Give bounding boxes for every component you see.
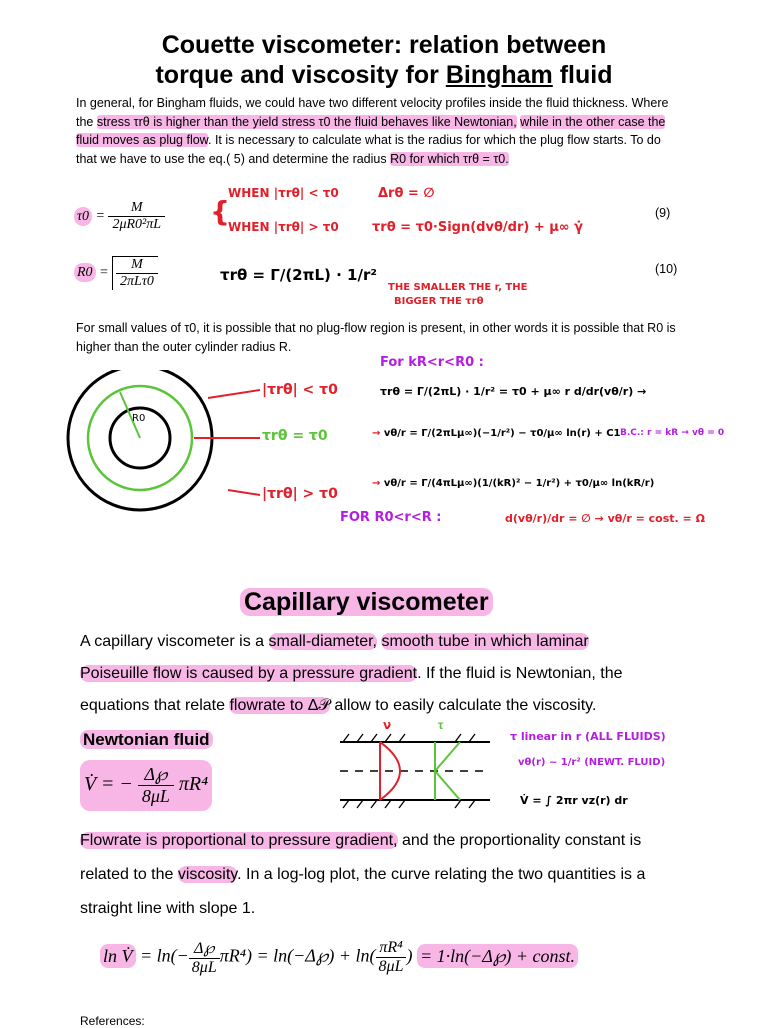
newtonian-flowrate-equation: V̇ = − $\frac{\Delta℘}{8\mu L}$ πR⁴ [80,760,212,811]
r0-label: R0 [132,413,146,424]
section1-paragraph [76,94,706,168]
section1-title-line1: Couette viscometer: relation between [161,31,607,59]
equation-9: τ0 = $\frac{M}{\text{2μR0²πL}}$ [74,200,165,233]
velocity-symbol-label: ν [383,718,392,732]
hand-cap-note3: V̇ = ∫ 2πr vz(r) dr [520,794,628,807]
stress-symbol-label: τ [438,718,444,732]
hand-when2-result: τrθ = τ0·Sign(dvθ/dr) + μ∞ γ̇ [372,220,584,235]
brace: { [210,195,230,228]
equation-10: R0 = M 2πLτ0 [74,256,158,290]
hand-kr-eq2: → vθ/r = Γ/(2πLμ∞)(−1/r²) − τ0/μ∞ ln(r) + C1 [372,428,621,439]
hand-kr-eq3: → vθ/r = Γ/(4πLμ∞)(1/(kR)² − 1/r²) + τ0/μ∞ ln(kR/r) [372,478,655,489]
hand-when1: WHEN |τrθ| < τ0 [228,186,339,200]
hand-when2: WHEN |τrθ| > τ0 [228,220,339,234]
hand-cap-note2: vθ(r) ~ 1/r² (NEWT. FLUID) [518,757,666,768]
log-log-equation: ln V̇ = ln(− $\frac{\Delta℘}{8\mu L}$ πR⁴) = ln(−Δ℘) + ln( $\frac{\text{πR⁴}}{8\mu L}$ ) = 1·ln(−Δ℘) + const. [100,938,578,977]
section2-title: Capillary viscometer [240,588,493,617]
label-tau-less: |τrθ| < τ0 [262,382,338,398]
para-line: higher than the outer cylinder radius R. [76,339,292,354]
hand-smaller-note: THE SMALLER THE r, THE BIGGER THE τrθ [388,282,528,307]
arrow-inner [228,490,260,495]
para-line: For small values of τ0, it is possible that no plug-flow region is present, in other words it is possible that R0 is [76,321,676,335]
label-tau-greater: |τrθ| > τ0 [262,486,338,502]
title-text-end: fluid [552,61,613,89]
hand-tau-equation: τrθ = Γ/(2πL) · 1/r² [220,266,377,284]
hand-when1-result: Δrθ = ∅ [378,186,435,201]
section1-title-line2 [0,60,768,90]
para-line: that we have to use the eq.( 5) and determine the radius R0 for which τrθ = τ0. [76,151,509,166]
equation-9-number: (9) [655,206,671,220]
para-line: straight line with slope 1. [80,900,256,917]
section2-intro [80,626,720,722]
para-line: equations that relate flowrate to Δ𝒫 allow to easily calculate the viscosity. [80,697,597,714]
hand-cap-note1: τ linear in r (ALL FLUIDS) [510,730,666,743]
references-heading: References: [80,1014,145,1028]
para-line: the stress τrθ is higher than the yield stress τ0 the fluid behaves like Newtonian, while in the other case the [76,114,666,129]
para-line: A capillary viscometer is a small-diameter, smooth tube in which laminar [80,633,589,650]
title-text: torque and viscosity for [155,61,446,89]
para-line: fluid moves as plug flow. It is necessary to calculate what is the radius for which the plug flow starts. To do [76,133,661,147]
couette-diagram [60,370,260,530]
label-tau-equal: τrθ = τ0 [262,428,328,444]
newtonian-fluid-heading: Newtonian fluid [80,730,213,750]
equation-10-number: (10) [655,262,678,276]
hand-for-kr: For kR<r<R0 : [380,355,484,370]
arrow-outer [208,390,260,398]
hand-r0-eq: d(vθ/r)/dr = ∅ → vθ/r = cost. = Ω [505,512,705,525]
capillary-tube-sketch [335,728,495,818]
para-line: Poiseuille flow is caused by a pressure gradient. If the fluid is Newtonian, the [80,665,623,682]
hand-kr-bc: B.C.: r = kR → vθ = 0 [620,428,725,438]
section1-paragraph2 [76,319,716,356]
para-line: Flowrate is proportional to pressure gradient, and the proportionality constant is [80,832,642,849]
hand-for-r0: FOR R0<r<R : [340,510,442,525]
para-line: related to the viscosity. In a log-log plot, the curve relating the two quantities is a [80,866,646,883]
hand-kr-eq1: τrθ = Γ/(2πL) · 1/r² = τ0 + μ∞ r d/dr(vθ/r) → [380,385,647,398]
section2-paragraph [80,824,720,926]
para-line: In general, for Bingham fluids, we could have two different velocity profiles inside the fluid thickness. Where [76,96,669,110]
title-bingham: Bingham [445,61,553,89]
